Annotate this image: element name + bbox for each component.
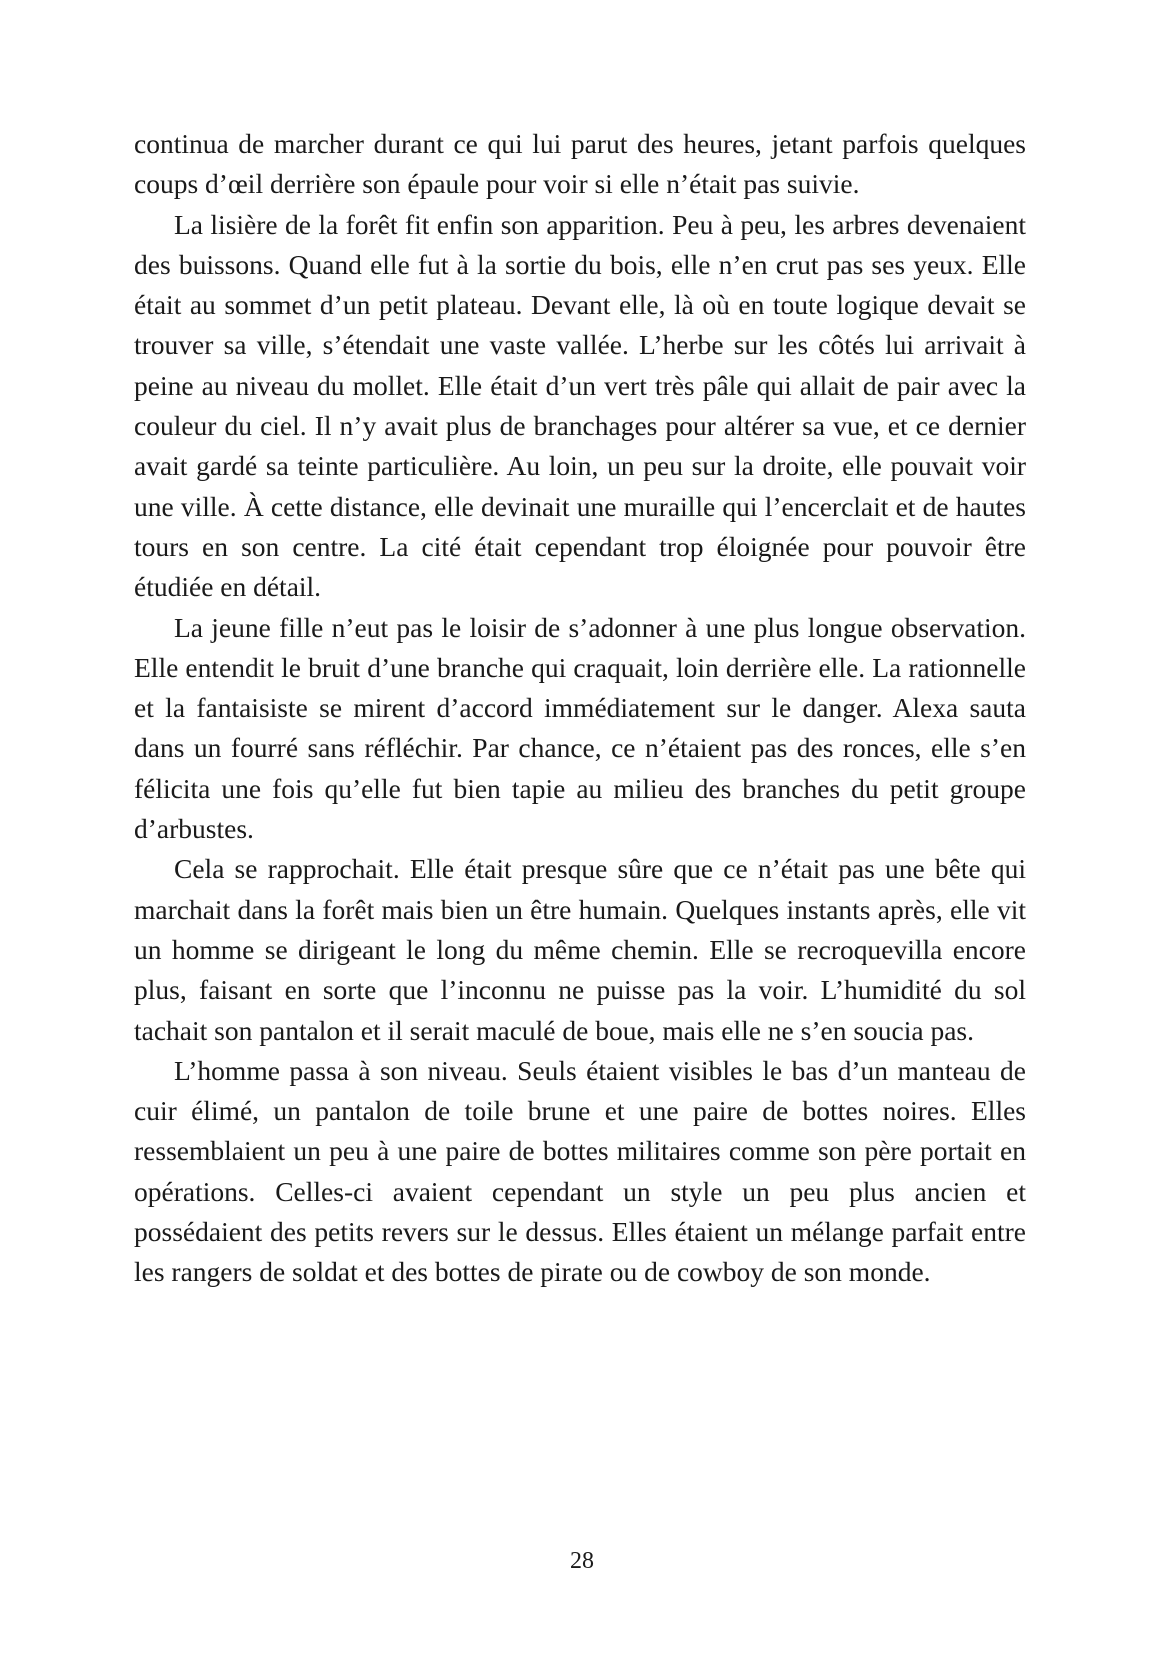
paragraph: La lisière de la forêt fit enfin son apparition. Peu à peu, les arbres devenaient des buissons. Quand elle fut à la sortie du bois, elle n’en crut pas ses yeux. Elle était au sommet d’un petit plateau. Devant elle, là où en toute logique devait se trouver sa ville, s’étendait une vaste vallée. L’herbe sur les côtés lui arrivait à peine au niveau du mollet. Elle était d’un vert très pâle qui allait de pair avec la couleur du ciel. Il n’y avait plus de branchages pour altérer sa vue, et ce dernier avait gardé sa teinte particulière. Au loin, un peu sur la droite, elle pouvait voir une ville. À cette distance, elle devinait une muraille qui l’encerclait et de hautes tours en son centre. La cité était cependant trop éloignée pour pouvoir être étudiée en détail. — [134, 208, 1026, 603]
body-text — [134, 124, 1026, 1293]
paragraph: Cela se rapprochait. Elle était presque sûre que ce n’était pas une bête qui marchait dans la forêt mais bien un être humain. Quelques instants après, elle vit un homme se dirigeant le long du même chemin. Elle se recroquevilla encore plus, faisant en sorte que l’inconnu ne puisse pas la voir. L’humidité du sol tachait son pantalon et il serait maculé de boue, mais elle ne s’en soucia pas. — [134, 853, 1026, 1046]
paragraph: La jeune fille n’eut pas le loisir de s’adonner à une plus longue observation. Elle entendit le bruit d’une branche qui craquait, loin derrière elle. La rationnelle et la fantaisiste se mirent d’accord immédiatement sur le danger. Alexa sauta dans un fourré sans réfléchir. Par chance, ce n’étaient pas des ronces, elle s’en félicita une fois qu’elle fut bien tapie au milieu des branches du petit groupe d’arbustes. — [134, 611, 1026, 845]
paragraph-continuation: continua de marcher durant ce qui lui parut des heures, jetant parfois quelques coups d’œil derrière son épaule pour voir si elle n’était pas suivie. — [134, 128, 1026, 200]
paragraph: L’homme passa à son niveau. Seuls étaient visibles le bas d’un manteau de cuir élimé, un pantalon de toile brune et une paire de bottes noires. Elles ressemblaient un peu à une paire de bottes militaires comme son père portait en opérations. Celles-ci avaient cependant un style un peu plus ancien et possédaient des petits revers sur le dessus. Elles étaient un mélange parfait entre les rangers de soldat et des bottes de pirate ou de cowboy de son monde. — [134, 1054, 1026, 1288]
page-number: 28 — [570, 1548, 594, 1574]
